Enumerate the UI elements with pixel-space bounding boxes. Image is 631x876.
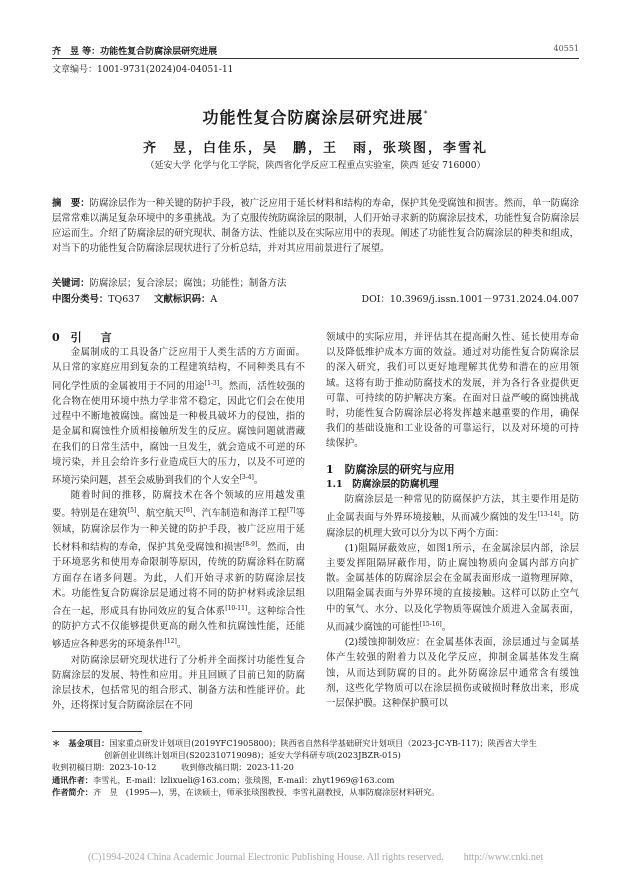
section-title: 防腐涂层的研究与应用 — [344, 462, 455, 476]
abstract-text: 防腐涂层作为一种关键的防护手段，被广泛应用于延长材料和结构的寿命，保护其免受腐蚀和损害。然而，单一防腐涂层常常难以满足复杂环境中的多重挑战。为了克服传统防腐涂层的限制，人们开始寻求新的防腐涂层技术，功能性复合防腐涂层应运而生。介绍了防腐涂层的研究现状、制备方法、性能以及在实际应用中的表现。阐述了功能性复合防腐涂层的种类和组成，对当下的功能性复合防腐涂层现状进行了分析总结，并对其应用前景进行了展望。 — [52, 198, 579, 254]
paragraph — [326, 492, 579, 541]
doc-code-value: A — [210, 294, 218, 305]
paper-title-text: 功能性复合防腐涂层研究进展 — [202, 108, 424, 127]
corresponding-text: 李雪礼，E-mail：lzlixueli@163.com；张琰图，E-mail：zhyt1969@163.com — [92, 774, 395, 785]
received-dates: 收到初稿日期：2023-10-12 收到修改稿日期：2023-11-20 — [52, 762, 294, 773]
section-number: 1 — [326, 462, 334, 476]
text-run: 防腐涂层是一种常见的防腐保护方法，其主要作用是防止金属表面与外界环境接触，从而减少腐蚀的发生 — [326, 494, 579, 524]
citation: [6] — [183, 507, 193, 515]
paragraph: (2)缓蚀抑制效应：在金属基体表面，涂层通过与金属基体产生较强的附着力以及化学反应，抑制金属基体发生腐蚀，从而达到防腐的目的。此外防腐涂层中通常含有缓蚀剂，这些化学物质可以在涂层损伤或破损时释放出来，形成一层保护膜。这种保护膜可以 — [326, 637, 579, 709]
citation: [15-16] — [419, 620, 442, 628]
abstract — [52, 196, 579, 256]
text-run: 、航空航天 — [136, 508, 184, 520]
keywords-text: 防腐涂层；复合涂层；腐蚀；功能性；制备方法 — [89, 278, 287, 289]
section-title: 引 言 — [70, 331, 116, 344]
citation: [1-3] — [204, 379, 220, 387]
paragraph: 对防腐涂层研究现状进行了分析并全面探讨功能性复合防腐涂层的发展、特性和应用。并且回顾了目前已知的防腐涂层技术，包括常见的组合形式、制备方法和性能评价。此外，还将探讨复合防腐涂层在不同 — [52, 654, 305, 712]
running-header-title: 齐 昱 等：功能性复合防腐涂层研究进展 — [52, 47, 218, 57]
citation: [13-14] — [537, 511, 560, 519]
text-run: 。 — [441, 621, 452, 633]
clc-value: TQ637 — [108, 294, 141, 305]
text-run: 等领域，防腐涂层作为一种关键的防护手段，被广泛应用于延长材料和结构的寿命，保护其免受腐蚀和损害 — [52, 508, 305, 554]
bio-text: 齐 昱 (1995—)，男，在读硕士，师承张琰图教授、李雪礼副教授，从事防腐涂层材料研究。 — [92, 786, 440, 797]
section-heading-introduction — [52, 330, 305, 345]
header-rule — [52, 58, 579, 59]
author-bio — [52, 786, 579, 798]
text-run: 。这种综合性的防护方式不仅能够提供更高的耐久性和抗腐蚀性能，还能够适应各种恶劣的环境条件 — [52, 606, 305, 651]
subsection-number: 1.1 — [326, 478, 343, 490]
text-run: 。然而，活性较强的化合物在使用环境中热力学非常不稳定，因此它们会在使用过程中不断地被腐蚀。腐蚀是一种极具破坏力的侵蚀，指的是金属和腐蚀性介质相接触所发生的反应。腐蚀问题就潜藏在我们的日常生活中，腐蚀一旦发生，就会造成不可逆的环境污染，并且会给许多行业造成巨大的压力，以及不可逆的环境污染问题，甚至会威胁到我们的个人安全 — [52, 380, 305, 487]
citation: [8-9] — [242, 541, 258, 549]
text-run: 。防腐涂层的机理大致可以分为以下两个方面： — [326, 512, 579, 539]
text-run: 。 — [176, 639, 187, 651]
funding-label: ＊ 基金项目： — [52, 738, 110, 748]
bio-label: 作者简介： — [52, 786, 93, 797]
keywords-label: 关键词： — [52, 278, 90, 289]
classification — [52, 291, 217, 305]
corresponding-label: 通讯作者： — [52, 774, 93, 785]
corresponding-author — [52, 774, 579, 786]
footnote-rule — [52, 731, 142, 732]
subsection-heading-1-1 — [326, 477, 579, 492]
abstract-label: 摘 要： — [52, 198, 90, 209]
text-run: 金属制成的工具设备广泛应用于人类生活的方方面面。从日常的家庭应用到复杂的工程建筑结构，不同种类具有不同化学性质的金属被用于不同的用途 — [52, 347, 305, 392]
section-number: 0 — [52, 331, 60, 344]
paper-title — [0, 105, 631, 128]
paragraph — [52, 488, 305, 653]
section-heading-1 — [326, 462, 579, 477]
body-column-left — [52, 330, 305, 714]
keywords — [52, 275, 286, 289]
paragraph — [326, 541, 579, 635]
text-run: 随着时间的推移，防腐技术在各个领域的应用越发重要。特别是在建筑 — [52, 490, 305, 520]
body-column-right — [326, 330, 579, 711]
author-list: 齐 昱，白佳乐，吴 鹏，王 雨，张琰图，李雪礼 — [142, 141, 488, 156]
citation: [12] — [164, 638, 177, 646]
text-run: (1)阻隔屏蔽效应，如图1所示，在金属涂层内部，涂层主要发挥阻隔屏蔽作用，防止腐蚀物质向金属内部方向扩散。金属基体的防腐涂层会在金属表面形成一道物理屏障，以阻隔金属表面与外界环境的直接接触。这样可以防止空气中的氧气、水分、以及化学物质等腐蚀介质进入金属表面，从而减少腐蚀的可能性 — [326, 542, 579, 633]
paragraph: 领域中的实际应用，并评估其在提高耐久性、延长使用寿命以及降低维护成本方面的效益。通过对功能性复合防腐涂层的深入研究，我们可以更好地理解其优势和潜在的应用领域。这将有助于推动防腐技术的发展，并为各行各业提供更可靠、可持续的防护解决方案。在面对日益严峻的腐蚀挑战时，功能性复合防腐涂层必将发挥越来越重要的作用，确保我们的基础设施和工业设备的可靠运行，以及对环境的可持续保护。 — [326, 332, 579, 450]
text-run: 、汽车制造和海洋工程 — [192, 508, 288, 520]
text-run: 。 — [253, 475, 264, 487]
funding-text: 国家重点研发计划项目(2019YFC1905800)；陕西省自然科学基础研究计划项目（2023-JC-YB-117)；陕西省大学生 — [109, 738, 537, 748]
clc-label: 中图分类号： — [52, 294, 109, 305]
citation: [10-11] — [225, 604, 248, 612]
funding-line-1 — [52, 737, 579, 749]
funding-line-2: 创新创业训练计划项目(S202310719098)；延安大学科研专项(2023JBZR-015) — [104, 750, 401, 761]
citation: [5] — [127, 507, 137, 515]
text-run: 。然而，由于环境恶劣和使用寿命限制等原因，传统的防腐涂料在防腐方面存在诸多问题。为此，人们开始寻求新的防腐涂层技术。功能性复合防腐涂层是通过将不同的防护材料或涂层组合在一起，形成具有协同效应的复合体系 — [52, 542, 305, 618]
citation: [3-4] — [239, 473, 254, 481]
doi: DOI：10.3969/j.issn.1001－9731.2024.04.007 — [361, 294, 579, 305]
title-footnote-mark: * — [423, 109, 429, 119]
cnki-watermark: (C)1994-2024 China Academic Journal Electronic Publishing House. All rights reserved. http://www.cnki.net — [87, 852, 544, 863]
citation: [7] — [287, 507, 296, 515]
page-number: 40551 — [553, 44, 579, 53]
article-number: 文章编号：1001-9731(2024)04-04051-11 — [52, 65, 234, 75]
doc-code-label: 文献标识码： — [154, 294, 211, 305]
paragraph — [52, 345, 305, 488]
subsection-title: 防腐涂层的防腐机理 — [352, 478, 439, 490]
affiliation: （延安大学 化学与化工学院，陕西省化学反应工程重点实验室，陕西 延安 716000） — [145, 161, 486, 171]
footnotes — [52, 737, 579, 798]
